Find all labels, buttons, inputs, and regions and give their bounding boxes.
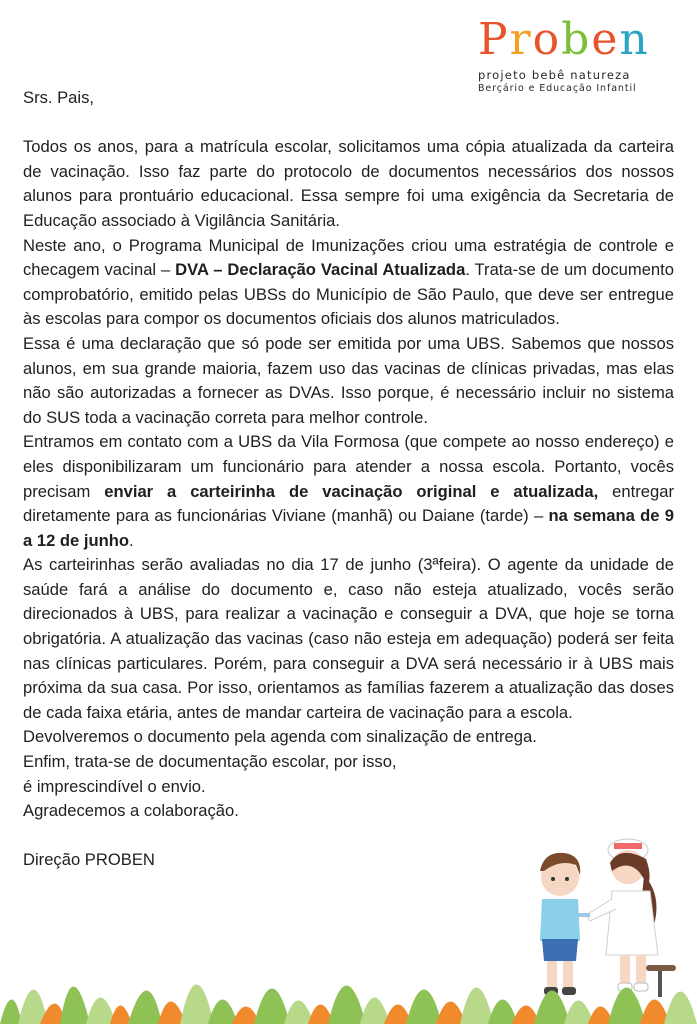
week-highlight: na semana de 9 a 12 de junho [23,506,674,550]
thanks: Agradecemos a colaboração. [23,801,239,821]
logo-wordmark [478,14,678,65]
card-highlight: enviar a carteirinha de vacinação original e atualizada, [104,481,599,501]
letter-body [23,86,674,873]
logo-letter: n [619,14,650,65]
paragraph-ubs-only: Essa é uma declaração que só pode ser emitida por uma UBS. Sabemos que nossos alunos, em sua grande maioria, fazem uso das vacinas de clínicas privadas, mas elas não são autorizadas a fornecer as DVAs. Isso porque, é necessário incluir no sistema do SUS toda a vacinação correta para melhor controle. [23,333,674,427]
logo-letter: r [509,14,533,65]
logo-subtitle: projeto bebê natureza [478,68,631,82]
logo-letter: o [532,14,562,65]
signature: Direção PROBEN [23,850,155,870]
paragraph-closing-2: é imprescindível o envio. [23,776,206,796]
decorative-leaves-border [0,935,697,1024]
paragraph-closing-1: Enfim, trata-se de documentação escolar, por isso, [23,752,397,772]
dva-highlight: DVA – Declaração Vacinal Atualizada [175,260,466,280]
paragraph-annual-request: Todos os anos, para a matrícula escolar, solicitamos uma cópia atualizada da carteira de vacinação. Isso faz parte do protocolo de documentos necessários dos nossos alunos para prontuário educacional. Essa sempre foi uma exigência da Secretaria de Educação associado à Vigilância Sanitária. [23,137,674,230]
leaf-shapes [0,985,697,1024]
logo-tagline: Berçário e Educação Infantil [478,83,637,94]
paragraph-evaluation: As carteirinhas serão avaliadas no dia 17 de junho (3ªfeira). O agente da unidade de saúde fará a análise do documento e, caso não esteja atualizado, vocês serão direcionados à UBS, para realizar a vacinação e conseguir a DVA, que hoje se torna obrigatória. A atualização das vacinas (caso não esteja em adequação) poderá ser feita nas clínicas particulares. Porém, para conseguir a DVA será necessário ir à UBS mais próxima da sua casa. Por isso, orientamos as famílias fazerem a atualização das doses de cada faixa etária, antes de mandar carteira de vacinação para a escola. [23,555,674,722]
logo-letter: b [561,14,592,65]
paragraph-return: Devolveremos o documento pela agenda com sinalização de entrega. [23,727,537,747]
logo-letter: P [478,14,510,65]
greeting: Srs. Pais, [23,88,95,107]
paragraph-dva-program: Neste ano, o Programa Municipal de Imunizações criou uma estratégia de controle e checagem vacinal – DVA – Declaração Vacinal Atualizada. Trata-se de um documento comprobatório, emitido pelas UBSs do Município de São Paulo, que deve ser entregue às escolas para compor os documentos oficiais dos alunos matriculados. [23,235,675,329]
logo-letter: e [591,14,620,65]
paragraph-delivery-instructions: Entramos em contato com a UBS da Vila Formosa (que compete ao nosso endereço) e eles disponibilizaram um funcionário para atender a nossa escola. Portanto, vocês precisam enviar a carteirinha de vacinação original e atualizada, entregar diretamente para as funcionárias Viviane (manhã) ou Daiane (tarde) – na semana de 9 a 12 de junho. [23,432,674,550]
